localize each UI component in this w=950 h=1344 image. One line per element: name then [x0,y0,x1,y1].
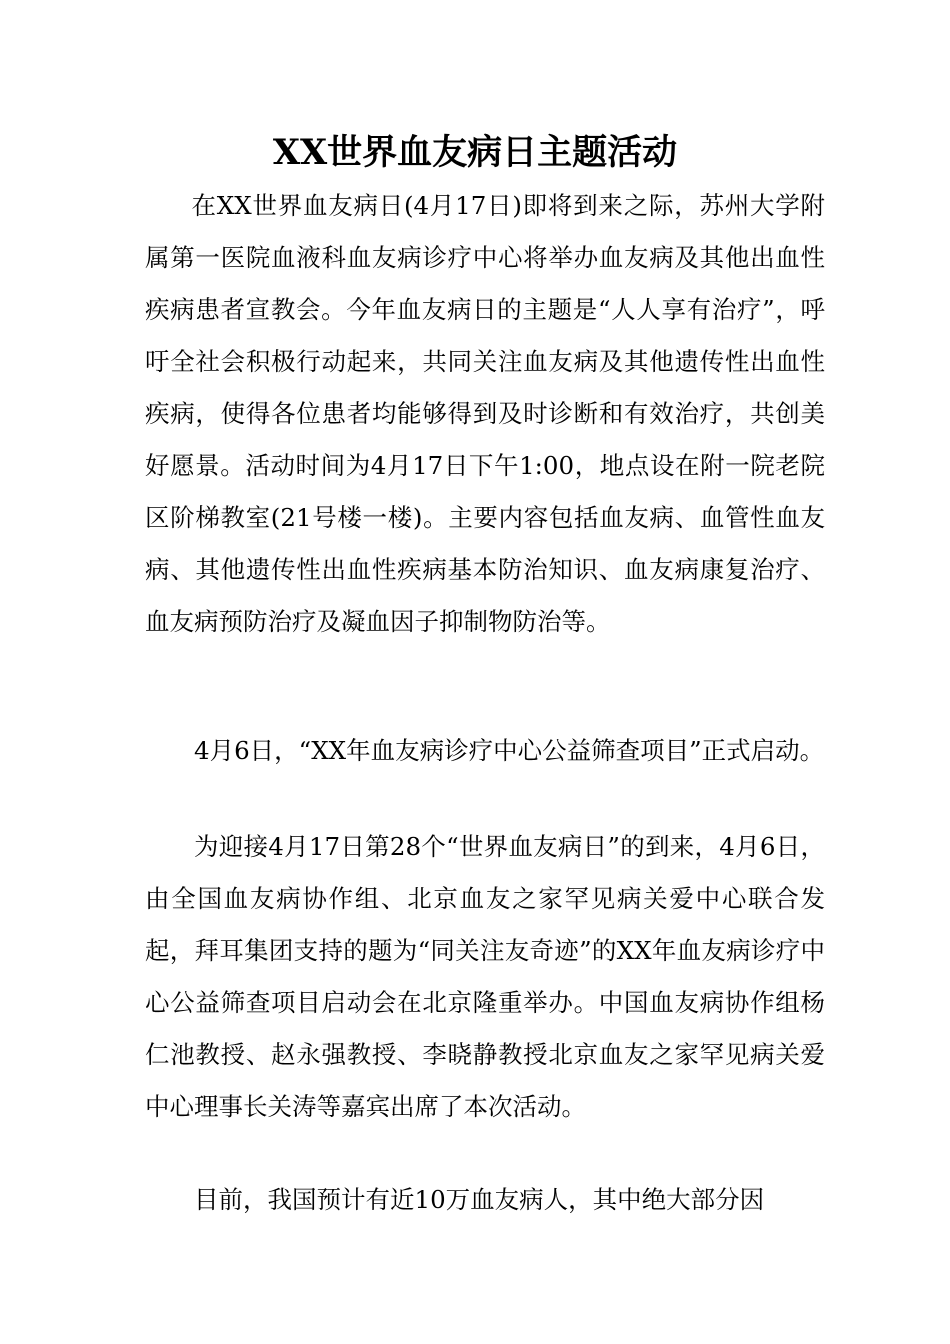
document-title: XX世界血友病日主题活动 [272,132,678,173]
paragraph-launch-details: 为迎接4月17日第28个“世界血友病日”的到来，4月6日，由全国血友病协作组、北京血友之家罕见病关爱中心联合发起，拜耳集团支持的题为“同关注友奇迹”的XX年血友病诊疗中心公益筛查项目启动会在北京隆重举办。中国血友病协作组杨仁池教授、赵永强教授、李晓静教授北京血友之家罕见病关爱中心理事长关涛等嘉宾出席了本次活动。 [145,832,825,1121]
paragraph-patient-statistics: 目前，我国预计有近10万血友病人，其中绝大部分因 [194,1185,765,1214]
paragraph-project-launch: 4月6日，“XX年血友病诊疗中心公益筛查项目”正式启动。 [194,736,825,765]
paragraph-event-announcement: 在XX世界血友病日(4月17日)即将到来之际，苏州大学附属第一医院血液科血友病诊疗中心将举办血友病及其他出血性疾病患者宣教会。今年血友病日的主题是“人人享有治疗”，呼吁全社会积极行动起来，共同关注血友病及其他遗传性出血性疾病，使得各位患者均能够得到及时诊断和有效治疗，共创美好愿景。活动时间为4月17日下午1:00，地点设在附一院老院区阶梯教室(21号楼一楼)。主要内容包括血友病、血管性血友病、其他遗传性出血性疾病基本防治知识、血友病康复治疗、血友病预防治疗及凝血因子抑制物防治等。 [145,191,825,636]
